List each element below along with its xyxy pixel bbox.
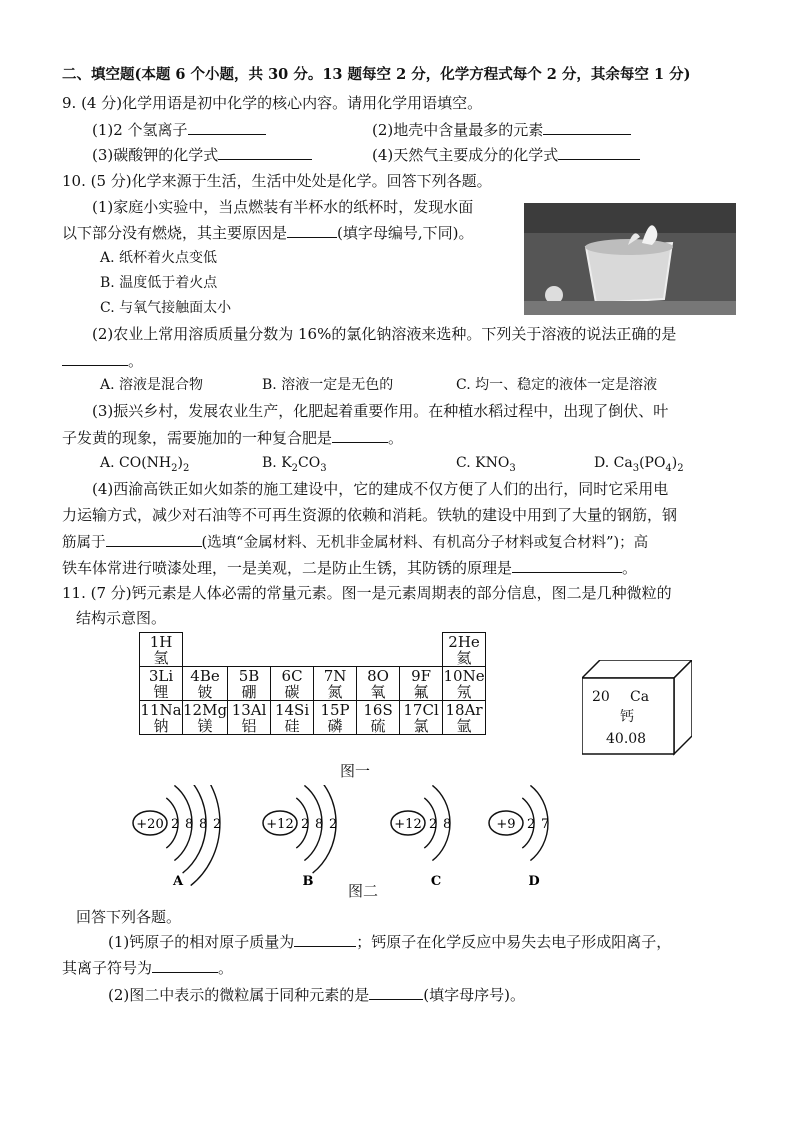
- shell-electron-count: 8: [315, 817, 324, 832]
- answer-blank[interactable]: [369, 983, 423, 1000]
- q10-stem: 10. (5 分)化学来源于生活，生活中处处是化学。回答下列各题。: [62, 172, 492, 190]
- shell-electron-count: 8: [443, 817, 452, 832]
- element-name: 氟: [413, 682, 429, 701]
- element-name: 铍: [197, 682, 213, 701]
- element-cell: [357, 701, 400, 735]
- q10-sub1-option-a: A. 纸杯着火点变低: [100, 250, 218, 266]
- empty-cell: [228, 633, 271, 667]
- element-symbol: 2He: [448, 632, 480, 651]
- ca-symbol: Ca: [630, 689, 650, 705]
- q9-part4: (4)天然气主要成分的化学式: [372, 143, 640, 166]
- element-symbol: 13Al: [231, 700, 267, 719]
- element-name: 氖: [456, 682, 472, 701]
- section-header: 二、填空题(本题 6 个小题，共 30 分。13 题每空 2 分，化学方程式每个 2 分，其余每空 1 分): [62, 66, 691, 83]
- element-name: 碳: [284, 682, 300, 701]
- shell-electron-count: 2: [329, 817, 338, 832]
- element-name: 镁: [197, 716, 213, 735]
- shell-electron-count: 2: [301, 817, 310, 832]
- answer-blank[interactable]: [152, 956, 218, 973]
- nucleus-charge: +12: [266, 817, 294, 832]
- element-cell: [140, 701, 183, 735]
- empty-cell: [271, 633, 314, 667]
- answer-blank[interactable]: [106, 530, 202, 547]
- atom-diagram-a: [133, 785, 221, 889]
- ca-atomic-mass: 40.08: [606, 731, 647, 747]
- element-name: 铝: [241, 716, 257, 735]
- element-symbol: 6C: [281, 666, 303, 685]
- q10-sub2-option-c: C. 均一、稳定的液体一定是溶液: [456, 377, 658, 393]
- answer-blank[interactable]: [294, 930, 356, 947]
- q10-sub4-line1: (4)西渝高铁正如火如荼的施工建设中，它的建成不仅方便了人们的出行，同时它采用电: [92, 480, 669, 498]
- answer-blank[interactable]: [332, 426, 388, 443]
- element-symbol: 4Be: [190, 666, 220, 685]
- element-symbol: 11Na: [140, 700, 182, 719]
- calcium-element-card: [582, 660, 692, 756]
- q10-sub1-line2: 以下部分没有燃烧，其主要原因是 (填字母编号,下同)。: [62, 221, 474, 244]
- element-cell: [400, 667, 443, 701]
- element-symbol: 18Ar: [445, 700, 483, 719]
- q10-sub1-option-b: B. 温度低于着火点: [100, 275, 218, 291]
- element-symbol: 16S: [363, 700, 393, 719]
- q9-part1: (1)2 个氢离子: [92, 118, 266, 141]
- nucleus-charge: +12: [394, 817, 422, 832]
- element-cell: [140, 633, 183, 667]
- q11-sub1-line1: (1)钙原子的相对原子质量为 ；钙原子在化学反应中易失去电子形成阳离子，: [108, 930, 671, 953]
- answer-blank[interactable]: [287, 221, 337, 238]
- q10-sub2-line1: (2)农业上常用溶质质量分数为 16%的氯化钠溶液来选种。下列关于溶液的说法正确的是: [92, 325, 677, 343]
- empty-cell: [183, 633, 228, 667]
- shell-electron-count: 7: [541, 817, 550, 832]
- element-cell: [228, 701, 271, 735]
- element-symbol: 17Cl: [403, 700, 439, 719]
- q10-sub3-option-b: B. $K_2CO_3$: [262, 455, 327, 474]
- empty-cell: [357, 633, 400, 667]
- element-cell: [443, 667, 486, 701]
- element-cell: [314, 667, 357, 701]
- answer-blank[interactable]: [188, 118, 266, 135]
- element-cell: [443, 701, 486, 735]
- element-name: 硼: [241, 682, 257, 701]
- q11-stem-line2: 结构示意图。: [76, 609, 167, 627]
- nucleus-charge: +9: [496, 817, 516, 832]
- ca-name: 钙: [620, 709, 634, 725]
- q10-sub1-line1: (1)家庭小实验中，当点燃装有半杯水的纸杯时，发现水面: [92, 198, 474, 216]
- atom-label: D: [528, 874, 540, 889]
- atom-structure-diagrams: [128, 785, 688, 895]
- shell-electron-count: 2: [171, 817, 180, 832]
- element-cell: [357, 667, 400, 701]
- paper-cup-photo: [524, 203, 736, 315]
- q11-stem: 11. (7 分)钙元素是人体必需的常量元素。图一是元素周期表的部分信息，图二是几种微粒的: [62, 584, 672, 602]
- element-cell: [400, 701, 443, 735]
- atom-diagram-c: [391, 785, 451, 889]
- q11-sub2: (2)图二中表示的微粒属于同种元素的是 (填字母序号)。: [108, 983, 525, 1006]
- empty-cell: [400, 633, 443, 667]
- q10-sub2-option-b: B. 溶液一定是无色的: [262, 377, 394, 393]
- q10-sub4-line2: 力运输方式，减少对石油等不可再生资源的依赖和消耗。铁轨的建设中用到了大量的钢筋，钢: [62, 506, 678, 524]
- figure-1-caption: 图一: [340, 762, 371, 780]
- element-name: 氢: [153, 648, 169, 667]
- empty-cell: [314, 633, 357, 667]
- q10-sub4-line4: 铁车体常进行喷漆处理，一是美观，二是防止生锈，其防锈的原理是 。: [62, 556, 637, 579]
- atom-label: C: [430, 874, 442, 889]
- element-name: 氦: [456, 648, 472, 667]
- element-name: 锂: [153, 682, 169, 701]
- shell-electron-count: 8: [199, 817, 208, 832]
- figure-2-caption: 图二: [348, 882, 379, 900]
- q11-sub1-line2: 其离子符号为 。: [62, 956, 233, 979]
- element-symbol: 3Li: [148, 666, 174, 685]
- periodic-table-excerpt: [139, 632, 486, 735]
- element-symbol: 5B: [238, 666, 260, 685]
- element-cell: [228, 667, 271, 701]
- shell-electron-count: 2: [429, 817, 438, 832]
- q10-sub3-option-d: D. $Ca_3(PO_4)_2$: [594, 455, 684, 474]
- element-symbol: 15P: [320, 700, 350, 719]
- atom-diagram-b: [263, 785, 337, 889]
- q10-sub3-option-c: C. $KNO_3$: [456, 455, 516, 474]
- answer-blank[interactable]: [543, 118, 631, 135]
- q10-sub1-option-c: C. 与氧气接触面太小: [100, 300, 232, 316]
- q9-stem: 9. (4 分)化学用语是初中化学的核心内容。请用化学用语填空。: [62, 94, 483, 112]
- answer-blank[interactable]: [62, 349, 128, 366]
- answer-blank[interactable]: [512, 556, 622, 573]
- element-name: 氮: [327, 682, 343, 701]
- element-symbol: 14Si: [274, 700, 310, 719]
- shell-electron-count: 8: [185, 817, 194, 832]
- atom-label: A: [172, 874, 184, 889]
- element-name: 钠: [153, 716, 169, 735]
- shell-electron-count: 2: [213, 817, 222, 832]
- atom-label: B: [302, 874, 314, 889]
- q11-answer-intro: 回答下列各题。: [76, 908, 182, 926]
- element-symbol: 9F: [411, 666, 432, 685]
- element-cell: [183, 667, 228, 701]
- element-name: 氧: [370, 682, 386, 701]
- nucleus-charge: +20: [136, 817, 164, 832]
- ca-atomic-number: 20: [592, 689, 610, 705]
- element-cell: [271, 701, 314, 735]
- element-name: 氩: [456, 716, 472, 735]
- element-symbol: 12Mg: [183, 700, 228, 719]
- element-name: 氯: [413, 716, 429, 735]
- element-symbol: 8O: [367, 666, 389, 685]
- q10-sub3-line1: (3)振兴乡村，发展农业生产，化肥起着重要作用。在种植水稻过程中，出现了倒伏、叶: [92, 402, 669, 420]
- element-name: 磷: [327, 716, 343, 735]
- element-cell: [443, 633, 486, 667]
- element-name: 硫: [370, 716, 386, 735]
- atom-diagram-d: [489, 785, 549, 889]
- element-cell: [314, 701, 357, 735]
- answer-blank[interactable]: [218, 143, 312, 160]
- element-symbol: 7N: [323, 666, 347, 685]
- q9-part3: (3)碳酸钾的化学式: [92, 143, 312, 166]
- q10-sub3-line2: 子发黄的现象，需要施加的一种复合肥是 。: [62, 426, 403, 449]
- element-cell: [271, 667, 314, 701]
- q10-sub2-line2: 。: [62, 349, 143, 372]
- answer-blank[interactable]: [558, 143, 640, 160]
- shell-electron-count: 2: [527, 817, 536, 832]
- element-cell: [140, 667, 183, 701]
- q10-sub4-line3: 筋属于 (选填“金属材料、无机非金属材料、有机高分子材料或复合材料”)；高: [62, 530, 648, 554]
- q9-part2: (2)地壳中含量最多的元素: [372, 118, 631, 141]
- q10-sub2-option-a: A. 溶液是混合物: [100, 377, 204, 393]
- element-symbol: 10Ne: [443, 666, 485, 685]
- q10-sub3-option-a: A. $CO(NH_2)_2$: [100, 455, 190, 474]
- element-name: 硅: [284, 716, 300, 735]
- element-symbol: 1H: [149, 632, 173, 651]
- element-cell: [183, 701, 228, 735]
